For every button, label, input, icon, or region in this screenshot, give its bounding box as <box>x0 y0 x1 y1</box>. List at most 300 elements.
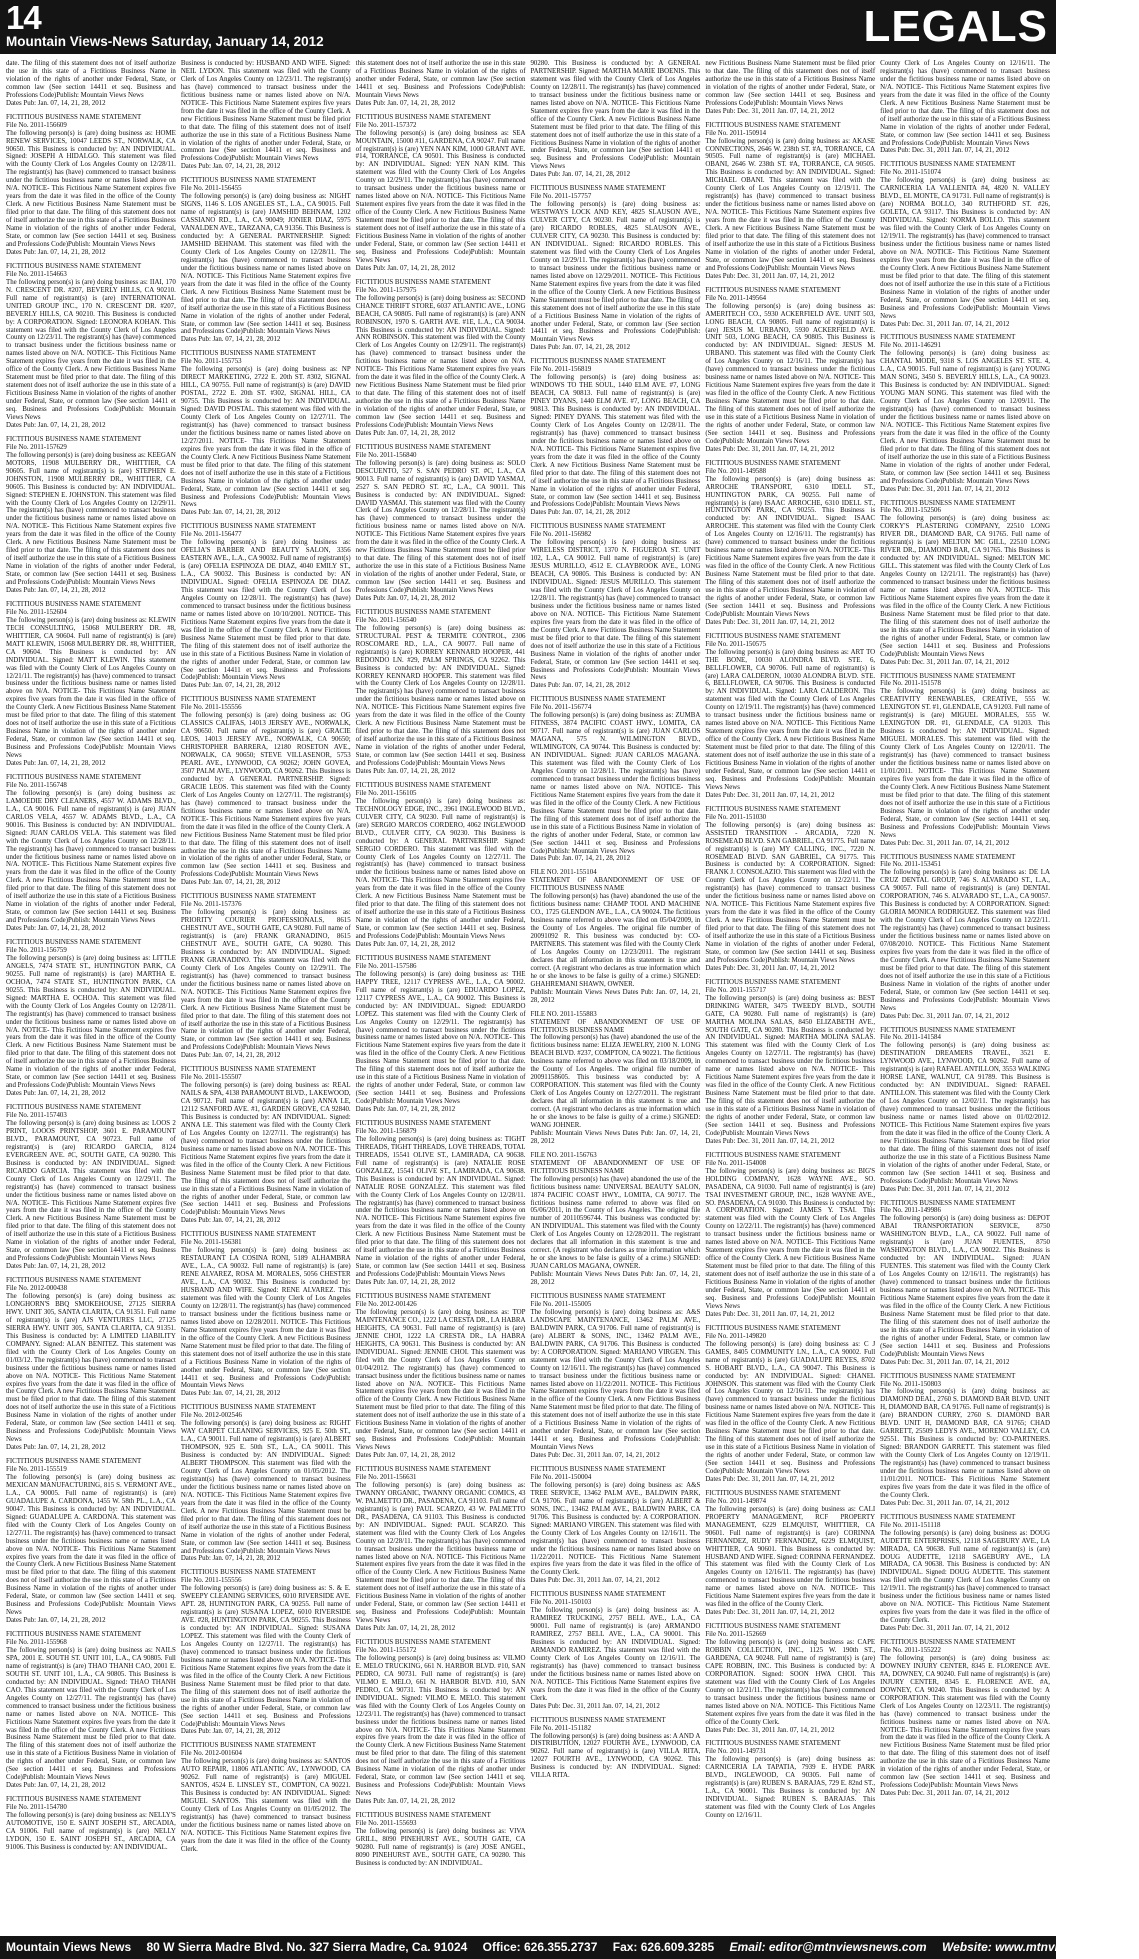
notice-text: The following person(s) is (are) doing business as: VILMO E. MELO TRUCKING, 661 N. HARBOR BLVD. #10, SAN PEDRO, CA 90731. Full name of registrant(s) is (are) VILMO E. MELO, 661 N. HARBOR BLVD. #10, SAN PEDRO, CA 90731. This Business is conducted by: AN INDIVIDUAL. Signed: VILMO E. MELO. This statement was filed with the County Clerk of Los Angeles County on 12/23/11. The registrant(s) has (have) commenced to transact business under the fictitious business name or names listed above on N/A. NOTICE- This Fictitious Name Statement expires five years from the date it was filed in the office of the County Clerk. A new Fictitious Business Name Statement must be filed prior to that date. The filing of this statement does not of itself authorize the use in this state of a Fictitious Business Name in violation of the rights of another under Federal, State, or common law (See section 14411 et seq. Business and Professions Code)Publish: Mountain Views News <box>355 1654 526 1798</box>
notice-fileno: File No. 2011-149874 <box>705 1497 767 1505</box>
legal-notice <box>356 444 526 603</box>
notice-text: The following person(s) is (are) doing business as: CAPE ROBBIN COLLECTION, INC., 1125 W. 190th ST., GARDENA, CA 90248. Full name of registrant(s) is (are) CAPE ROBBIN, INC. This Business is conducted by: A CORPORATION. Signed: SOON HWA CHOI. This statement was filed with the County Clerk of Los Angeles County on 12/21/11. The registrant(s) has (have) commenced to transact business under the fictitious business name or names listed above on N/A. NOTICE- This Fictitious Name Statement expires five years from the date it was filed in the office of the County Clerk. <box>705 1639 876 1726</box>
notice-fileno: File No. 2011-154663 <box>6 270 67 278</box>
notice-dates: Dates Pub: Jan. 07, 14, 21, 28, 2012 <box>530 171 631 179</box>
notice-title: FICTITIOUS BUSINESS NAME STATEMENT <box>705 1151 841 1159</box>
notice-fileno: File No. 2011-156609 <box>6 121 67 129</box>
footer-fax: Fax: 626.609.3285 <box>612 1940 715 1954</box>
notice-text: date. The filing of this statement does not of itself authorize the use in this state of a Fictitious Business Name in violation of the rights of another under Federal, State, or common law (See section 14411 et seq. Business and Professions Code)Publish: Mountain Views News <box>6 60 176 99</box>
notice-dates: Dates Pub: Dec. 31, 2011 Jan. 07, 14, 21, 2012 <box>705 964 835 972</box>
notice-text: The following person(s) is (are) doing business as: DEPOT ABAI TRANSPORTATION SERVICE, 8750 WASHINGTON BLVD., L.A., CA 90022. Full name of registrant(s) is (are) JUAN FUENTES, 8750 WASHINGTON BLVD., L.A., CA 90022. This Business is conducted by: AN INDIVIDUAL. Signed: JUAN FUENTES. This statement was filed with the County Clerk of Los Angeles County on 12/16/11. The registrant(s) has (have) commenced to transact business under the fictitious business name or names listed above on N/A. NOTICE- This Fictitious Name Statement expires five years from the date it was filed in the office of the County Clerk. A new Fictitious Business Name Statement must be filed prior to that date. The filing of this statement does not of itself authorize the use in this state of a Fictitious Business Name in violation of the rights of another under Federal, State, or common law (See section 14411 et seq. Business and Professions Code)Publish: Mountain Views News <box>880 1215 1050 1358</box>
notice-dates: Dates Pub: Jan. 07, 14, 21, 28, 2012 <box>355 1106 456 1114</box>
legal-notice <box>530 523 700 690</box>
notice-fileno: File No. 2012-002546 <box>180 1412 242 1420</box>
legal-notice <box>181 350 351 517</box>
legal-notice <box>6 1458 176 1625</box>
notice-title: FICTITIOUS BUSINESS NAME STATEMENT <box>705 1623 841 1631</box>
notice-fileno: File No. 2011-155753 <box>180 358 242 366</box>
notice-title: FICTITIOUS BUSINESS NAME STATEMENT <box>6 435 142 443</box>
notice-title: FICTITIOUS BUSINESS NAME STATEMENT <box>880 161 1016 169</box>
notice-dates: Dates Pub: Jan. 07, 14, 21, 28, 2012 <box>180 163 281 171</box>
legal-notice <box>880 1373 1050 1508</box>
legal-notice <box>6 1104 176 1271</box>
notice-text: The following person(s) is (are) doing business as: DIAMOND DEAL, 2760 S. DIAMOND BAR BLVD. UNIT H, DIAMOND BAR, CA 91765. Full name of registrant(s) is (are) BRANDON CURRY, 2760 S. DIAMOND BAR BLVD. UNIT H, DIAMOND BAR, CA 91765; CHAD GARRETT, 25509 LEDYS AVE., MORENO VALLEY, CA 92551. This Business is conducted by: CO-PARTNERS. Signed: BRANDON GARRETT. This statement was filed with the County Clerk of Los Angeles County on 12/19/11. The registrant(s) has (have) commenced to transact business under the fictitious business name or names listed above on 11/01/2011. NOTICE- This Fictitious Name Statement expires five years from the date it was filed in the office of the County Clerk. <box>880 1388 1050 1499</box>
notice-title: FICTITIOUS BUSINESS NAME STATEMENT <box>705 1324 841 1332</box>
footer-address: 80 W Sierra Madre Blvd. No. 327 Sierra Madre, Ca. 91024 <box>146 1940 468 1954</box>
notice-title: FICTITIOUS BUSINESS NAME STATEMENT <box>355 278 491 286</box>
notice-fileno: File No. 2011-151182 <box>530 1724 592 1732</box>
notice-dates: Dates Pub: Dec. 31, 2011 Jan. 07, 14, 21, 2012 <box>880 485 1010 493</box>
notice-dates: Dates Pub: Jan. 07, 14, 21, 28, 2012 <box>180 336 281 344</box>
notice-dates: Dates Pub: Jan. 07, 14, 21, 28, 2012 <box>180 1728 281 1736</box>
notice-dates: Dates Pub: Dec. 31, 2011 Jan. 07, 14, 21, 2012 <box>880 1185 1010 1193</box>
notice-dates: Publish: Mountain Views News Dates Pub: Jan. 07, 14, 21, 28, 2012 <box>530 1271 701 1287</box>
notice-fileno: File No. 2011-155507 <box>180 1074 242 1082</box>
notice-text: The following person(s) is (are) doing business as: CORKY'S PLASTERING COMPANY, 22510 LONG RIVER DR., DIAMOND BAR, CA 91765. Full name of registrant(s) is (are) MELTON MC GILL, 22510 LONG RIVER DR., DIAMOND BAR, CA 91765. This Business is conducted by: AN INDIVIDUAL. Signed: MELTON MC GILL. This statement was filed with the County Clerk of Los Angeles County on 12/21/11. The registrant(s) has (have) commenced to transact business under the fictitious business name or names listed above on N/A. NOTICE- This Fictitious Name Statement expires five years from the date it was filed in the office of the County Clerk. A new Fictitious Business Name Statement must be filed prior to that date. The filing of this statement does not of itself authorize the use in this state of a Fictitious Business Name in violation of the rights of another under Federal, State, or common law (See section 14411 et seq. Business and Professions Code)Publish: Mountain Views News <box>880 515 1050 658</box>
notice-fileno: File No. 2011-155556 <box>180 704 242 712</box>
notice-title: FICTITIOUS BUSINESS NAME STATEMENT <box>355 1639 491 1647</box>
legal-column-3 <box>356 60 526 1932</box>
notice-dates: Dates Pub: Dec. 31, 2011 Jan. 07, 14, 21, 2012 <box>705 1609 835 1617</box>
legal-notice <box>705 806 875 973</box>
notice-text: The following person(s) is (are) doing business as: C J GAMES, 8405 COMMUNITY LN., L.A., CA 90002. Full name of registrant(s) is (are) GUADALUPE REYES, 8702 S. HOBART BLVD., L.A., CA 90047. This Business is conducted by: AN INDIVIDUAL. Signed: CHANEL JOHNSON. This statement was filed with the County Clerk of Los Angeles County on 12/16/11. The registrant(s) has (have) commenced to transact business under the fictitious business name or names listed above on N/A. NOTICE- This Fictitious Name Statement expires five years from the date it was filed in the office of the County Clerk. A new Fictitious Business Name Statement must be filed prior to that date. The filing of this statement does not of itself authorize the use in this state of a Fictitious Business Name in violation of the rights of another under Federal, State, or common law (See section 14411 et seq. Business and Professions Code)Publish: Mountain Views News <box>705 1340 876 1475</box>
legal-notice <box>181 523 351 690</box>
notice-fileno: File No. 2011-156879 <box>355 1127 417 1135</box>
notice-dates: Dates Pub: Jan. 07, 14, 21, 28, 2012 <box>6 760 106 768</box>
legal-notice <box>6 1796 176 1852</box>
legal-notice <box>880 1514 1050 1633</box>
notice-title: FICTITIOUS BUSINESS NAME STATEMENT <box>6 1796 142 1804</box>
notice-title: FICTITIOUS BUSINESS NAME STATEMENT <box>530 523 666 531</box>
notice-fileno: File No. 2011-157629 <box>6 443 67 451</box>
notice-title: FICTITIOUS BUSINESS NAME STATEMENT <box>6 1277 142 1285</box>
notice-title: FICTITIOUS BUSINESS NAME STATEMENT <box>705 978 841 986</box>
notice-title: FICTITIOUS BUSINESS NAME STATEMENT <box>180 1569 316 1577</box>
notice-text: The following person(s) is (are) doing business as: WINDOWS TO THE SOUL, 1440 ELM AVE. #7, LONG BEACH, CA 90813. Full name of registrant(s) is (are) PINEY DYANS, 1440 ELM AVE. #7, LONG BEACH, CA 90813. This Business is conducted by: AN INDIVIDUAL. Signed: PINEY DYANS. This statement was filed with the County Clerk of Los Angeles County on 12/28/11. The registrant(s) has (have) commenced to transact business under the fictitious business name or names listed above on N/A. NOTICE- This Fictitious Name Statement expires five years from the date it was filed in the office of the County Clerk. A new Fictitious Business Name Statement must be filed prior to that date. The filing of this statement does not of itself authorize the use in this state of a Fictitious Business Name in violation of the rights of another under Federal, State, or common law (See section 14411 et seq. Business and Professions Code)Publish: Mountain Views News <box>530 374 701 509</box>
legal-notice <box>6 939 176 1098</box>
notice-title: FICTITIOUS BUSINESS NAME STATEMENT <box>355 1293 491 1301</box>
notice-fileno: File No. 2011-155556 <box>180 1577 242 1585</box>
legal-column-4 <box>530 60 700 1932</box>
notice-fileno: File No. 2011-149820 <box>705 1332 767 1340</box>
legal-notice <box>356 1812 526 1868</box>
notice-fileno: File No. 2011-146291 <box>880 342 941 350</box>
notice-title: FICTITIOUS BUSINESS NAME STATEMENT <box>705 1740 841 1748</box>
legal-notice <box>705 1490 875 1617</box>
notice-fileno: File No. 2011-149731 <box>705 1748 767 1756</box>
notice-title: FICTITIOUS BUSINESS NAME STATEMENT <box>180 1066 316 1074</box>
notice-dates: Dates Pub: Jan. 07, 14, 21, 28, 2012 <box>6 248 106 256</box>
notice-dates: Dates Pub: Jan. 07, 14, 21, 28, 2012 <box>6 99 106 107</box>
legal-notice <box>705 287 875 454</box>
footer-website: Website: www.mtnviewsnews.com <box>941 1940 1139 1954</box>
notice-title: FICTITIOUS BUSINESS NAME STATEMENT <box>355 781 491 789</box>
notice-fileno: File No. 2011-152506 <box>880 507 941 515</box>
notice-text: The following person(s) is (are) doing business as: LITTLE ANGELS, 7474 STATE ST., HUNTINGTON PARK, CA 90255. Full name of registrant(s) is (are) MARTHA E. OCHOA, 7474 STATE ST., HUNTINGTON PARK, CA 90255. This Business is conducted by: AN INDIVIDUAL. Signed: MARTHA E. OCHOA. This statement was filed with the County Clerk of Los Angeles County on 12/28/11. The registrant(s) has (have) commenced to transact business under the fictitious business name or names listed above on N/A. NOTICE- This Fictitious Name Statement expires five years from the date it was filed in the office of the County Clerk. A new Fictitious Business Name Statement must be filed prior to that date. The filing of this statement does not of itself authorize the use in this state of a Fictitious Business Name in violation of the rights of another under Federal, State, or common law (See section 14411 et seq. Business and Professions Code)Publish: Mountain Views News <box>6 954 176 1090</box>
notice-title: FICTITIOUS BUSINESS NAME STATEMENT <box>180 696 316 704</box>
notice-text: The following person(s) is (are) doing business as: KEEGAN MOTORS, 11908 MULBERRY DR., WHITTIER, CA 90605. Full name of registrant(s) is (are) STEPHEN E. JOHNSTON, 11908 MULBERRY DR., WHITTIER, CA 90605. This Business is conducted by: AN INDIVIDUAL. Signed: STEPHEN E. JOHNSTON. This statement was filed with the County Clerk of Los Angeles County on 12/29/11. The registrant(s) has (have) commenced to transact business under the fictitious business name or names listed above on N/A. NOTICE- This Fictitious Name Statement expires five years from the date it was filed in the office of the County Clerk. A new Fictitious Business Name Statement must be filed prior to that date. The filing of this statement does not of itself authorize the use in this state of a Fictitious Business Name in violation of the rights of another under Federal, State, or common law (See section 14411 et seq. Business and Professions Code)Publish: Mountain Views News <box>6 451 176 587</box>
notice-title: FICTITIOUS BUSINESS NAME STATEMENT <box>6 939 142 947</box>
notice-dates: Dates Pub: Dec. 31, 2011 Jan. 07, 14, 21, 2012 <box>880 839 1010 847</box>
notice-fileno: File No. 2011-152604 <box>6 608 67 616</box>
notice-text: The following person(s) is (are) doing business as: NELLY'S AUTOMOTIVE, 150 E. SAINT JOSEPH ST., ARCADIA, CA 91006. Full name of registrant(s) is (are) NELLY LYDON, 150 E. SAINT JOSEPH ST., ARCADIA, CA 91006. This Business is conducted by: AN INDIVIDUAL. <box>6 1812 176 1851</box>
notice-dates: Dates Pub: Jan. 07, 14, 21, 28, 2012 <box>6 1090 106 1098</box>
notice-fileno: File No. 2011-154008 <box>705 1159 767 1167</box>
notice-dates: Dates Pub: Jan. 07, 14, 21, 28, 2012 <box>355 1625 456 1633</box>
notice-fileno: File No. 2011-150914 <box>705 129 767 137</box>
legal-notice <box>181 696 351 887</box>
notice-text: The following person(s) is (are) doing business as: CALI PROPERTY MANAGEMENT, RCF PROPERTY MANAGEMENT, 6229 ELMQUIST, WHITTIER, CA 90601. Full name of registrant(s) is (are) CORINNA FERNANDEZ, RUDY FERNANDEZ, 6229 ELMQUIST, WHITTIER, CA 90601. This Business is conducted by: HUSBAND AND WIFE. Signed: CORINNA FERNANDEZ. This statement was filed with the County Clerk of Los Angeles County on 12/16/11. The registrant(s) has (have) commenced to transact business under the fictitious business name or names listed above on N/A. NOTICE- This Fictitious Name Statement expires five years from the date it was filed in the office of the County Clerk. <box>705 1505 876 1609</box>
notice-fileno: STATEMENT OF ABANDONMENT OF USE OF FICTITIOUS BUSINESS NAME <box>530 877 701 893</box>
notice-text: The following person(s) is (are) doing business as: CARNICERIA LA VALLENITA #4, 4820 N. VALLEY BLVD., EL MONTE, CA 91731. Full name of registrant(s) is (are) NORMA BOLLO, 340 RUTHFORD ST. #26, GOLETA, CA 93117. This Business is conducted by: AN INDIVIDUAL. Signed: NORMA BOLLO. This statement was filed with the County Clerk of Los Angeles County on 12/19/11. The registrant(s) has (have) commenced to transact business under the fictitious business name or names listed above on N/A. NOTICE- This Fictitious Name Statement expires five years from the date it was filed in the office of the County Clerk. A new Fictitious Business Name Statement must be filed prior to that date. The filing of this statement does not of itself authorize the use in this state of a Fictitious Business Name in violation of the rights of another under Federal, State, or common law (See section 14411 et seq. Business and Professions Code)Publish: Mountain Views News <box>880 177 1050 320</box>
notice-dates: Dates Pub: Jan. 07, 14, 21, 28, 2012 <box>355 1279 456 1287</box>
legal-notice <box>880 334 1050 493</box>
notice-text: The following person(s) is (are) doing business as: DE LA CRUZ DENTAL GROUP, 746 S. ALVARADO ST., L.A., CA 90057. Full name of registrant(s) is (are) DENTAL CORPORATION, 746 S. ALVARADO ST., L.A., CA 90057. This Business is conducted by: A CORPORATION. Signed: GLORIA MONICA RODRIGUEZ. This statement was filed with the County Clerk of Los Angeles County on 12/22/11. The registrant(s) has (have) commenced to transact business under the fictitious business name or names listed above on 07/08/2010. NOTICE- This Fictitious Name Statement expires five years from the date it was filed in the office of the County Clerk. A new Fictitious Business Name Statement must be filed prior to that date. The filing of this statement does not of itself authorize the use in this state of a Fictitious Business Name in violation of the rights of another under Federal, State, or common law (See section 14411 et seq. Business and Professions Code)Publish: Mountain Views News <box>880 869 1050 1012</box>
notice-fileno: File No. 2011-157586 <box>355 962 417 970</box>
notice-title: FICTITIOUS BUSINESS NAME STATEMENT <box>880 853 1016 861</box>
page-number: 14 <box>6 0 41 36</box>
notice-fileno: File No. 2011-156455 <box>180 185 242 193</box>
notice-text: The following person(s) is (are) doing business as: HOME RENEW SERVICES, 10047 LEEDS ST., NORWALK, CA 90650. This Business is conducted by: AN INDIVIDUAL. Signed: JOSEPH A HIDALGO. This statement was filed with the County Clerk of Los Angeles County on 12/28/11. The registrant(s) has (have) commenced to transact business under the fictitious business name or names listed above on N/A. NOTICE- This Fictitious Name Statement expires five years from the date it was filed in the office of the County Clerk. A new Fictitious Business Name Statement must be filed prior to that date. The filing of this statement does not of itself authorize the use in this state of a Fictitious Business Name in violation of the rights of another under Federal, State, or common law (See section 14411 et seq. Business and Professions Code)Publish: Mountain Views News <box>6 129 176 248</box>
legal-notice <box>6 1277 176 1452</box>
legal-notice <box>356 1639 526 1806</box>
notice-title: FICTITIOUS BUSINESS NAME STATEMENT <box>880 1639 1016 1647</box>
notice-text: The following person(s) is (are) doing business as: A AND A DISTRIBUTION, 12027 FOURTH AVE., LYNWOOD, CA 90262. Full name of registrant(s) is (are) VILLA RITA, 12027 FOURTH AVE., LYNWOOD, CA 90262. This Business is conducted by: AN INDIVIDUAL. Signed: VILLA RITA. <box>530 1732 701 1780</box>
legal-column-2 <box>181 60 351 1932</box>
notice-text: The following person(s) is (are) doing business as: MEXICAN MANUFACTURING, 815 S. VERMONT AVE., L.A., CA 90005. Full name of registrant(s) is (are) GUADALUPE A. CARDONA, 1455 W. 58th PL., L.A., CA 90047. This Business is conducted by: AN INDIVIDUAL. Signed: GUADALUPE A. CARDONA. This statement was filed with the County Clerk of Los Angeles County on 12/27/11. The registrant(s) has (have) commenced to transact business under the fictitious business name or names listed above on N/A. NOTICE- This Fictitious Name Statement expires five years from the date it was filed in the office of the County Clerk. A new Fictitious Business Name Statement must be filed prior to that date. The filing of this statement does not of itself authorize the use in this state of a Fictitious Business Name in violation of the rights of another under Federal, State, or common law (See section 14411 et seq. Business and Professions Code)Publish: Mountain Views News <box>6 1473 176 1617</box>
notice-text: The following person(s) has (have) abandoned the use of the fictitious business name: UNIVERSAL BEAUTY SALON, 1874 PACIFIC COAST HWY., LOMITA, CA 90717. The fictitious business name referred to above was filed on 05/06/2011, in the County of Los Angeles. The original file number of 20110596744. This business was conducted by: AN INDIVIDUAL. This statement was filed with the County Clerk of Los Angeles County on 12/28/2011. The registrant declares that all information in this statement is true and correct. (A registrant who declares as true information which he or she knows to be false is guilty of a crime.) SIGNED: JUAN CARLOS MAGANA, OWNER. <box>530 1175 701 1271</box>
notice-text: The following person(s) is (are) doing business as: NAILS SPA, 2001 E. SOUTH ST. UNIT 101, L.A., CA 90805. Full name of registrant(s) is (are) THAO THANH CAO, 2001 E. SOUTH ST. UNIT 101, L.A., CA 90805. This Business is conducted by: AN INDIVIDUAL. Signed: THAO THANH CAO. This statement was filed with the County Clerk of Los Angeles County on 12/27/11. The registrant(s) has (have) commenced to transact business under the fictitious business name or names listed above on N/A. NOTICE- This Fictitious Name Statement expires five years from the date it was filed in the office of the County Clerk. A new Fictitious Business Name Statement must be filed prior to that date. The filing of this statement does not of itself authorize the use in this state of a Fictitious Business Name in violation of the rights of another under Federal, State, or common law (See section 14411 et seq. Business and Professions Code)Publish: Mountain Views News <box>6 1647 176 1782</box>
notice-dates: Dates Pub: Dec. 31, 2011 Jan. 07, 14, 21, 2012 <box>705 1475 835 1483</box>
notice-fileno: File No. 2011-156982 <box>530 531 592 539</box>
notice-dates: Dates Pub: Dec. 31, 2011 Jan. 07, 14, 21, 2012 <box>880 1625 1010 1633</box>
notice-dates: Dates Pub: Jan. 07, 14, 21, 28, 2012 <box>355 429 456 437</box>
notice-dates: Dates Pub: Dec. 31, 2011 Jan. 07, 14, 21, 2012 <box>530 1577 660 1585</box>
legal-notice <box>6 1631 176 1790</box>
notice-dates: Dates Pub: Jan. 07, 14, 21, 28, 2012 <box>6 421 106 429</box>
notice-title: FICTITIOUS BUSINESS NAME STATEMENT <box>880 1513 1016 1521</box>
notice-fileno: File No. 2011-157372 <box>355 121 417 129</box>
notice-dates: Dates Pub: Dec. 31, 2011 Jan. 07, 14, 21, 2012 <box>705 618 835 626</box>
notice-title: FICTITIOUS BUSINESS NAME STATEMENT <box>705 286 841 294</box>
legal-notice <box>181 1742 351 1853</box>
legal-notice <box>705 1740 875 1820</box>
notice-title: FICTITIOUS BUSINESS NAME STATEMENT <box>6 773 142 781</box>
notice-fileno: File No. 2011-152669 <box>705 1631 767 1639</box>
notice-fileno: File No. 2011-150004 <box>530 1473 592 1481</box>
notice-fileno: File No. 2011-155968 <box>6 1639 67 1647</box>
notice-text: The following person(s) is (are) doing business as: A&S LANDSCAPE MAINTENANCE, 13462 PALM AVE., BALDWIN PARK, CA 91706. Full name of registrant(s) is (are) ALBERT & SONS, INC., 13462 PALM AVE., BALDWIN PARK, CA 91706. This Business is conducted by: A CORPORATION. Signed: MARIANO VIRGEN. This statement was filed with the County Clerk of Los Angeles County on 12/16/11. The registrant(s) has (have) commenced to transact business under the fictitious business name or names listed above on 11/22/2011. NOTICE- This Fictitious Name Statement expires five years from the date it was filed in the office of the County Clerk. A new Fictitious Business Name Statement must be filed prior to that date. The filing of this statement does not of itself authorize the use in this state of a Fictitious Business Name in violation of the rights of another under Federal, State, or common law (See section 14411 et seq. Business and Professions Code)Publish: Mountain Views News <box>530 1308 701 1452</box>
notice-fileno: File No. 2011-151074 <box>880 169 941 177</box>
notice-text: The following person(s) is (are) doing business as: WIRELESS DISTRICT, 1370 N. FIGUEROA ST. UNIT 102, L.A., CA 90012. Full name of registrant(s) is (are) JESUS MURILLO, 4512 E. CLAYBROOK AVE., LONG BEACH, CA 90805. This Business is conducted by: AN INDIVIDUAL. Signed: JESUS MURILLO. This statement was filed with the County Clerk of Los Angeles County on 12/28/11. The registrant(s) has (have) commenced to transact business under the fictitious business name or names listed above on N/A. NOTICE- This Fictitious Name Statement expires five years from the date it was filed in the office of the County Clerk. A new Fictitious Business Name Statement must be filed prior to that date. The filing of this statement does not of itself authorize the use in this state of a Fictitious Business Name in violation of the rights of another under Federal, State, or common law (See section 14411 et seq. Business and Professions Code)Publish: Mountain Views News <box>530 539 701 682</box>
legal-notice <box>181 60 351 171</box>
notice-dates: Dates Pub: Jan. 07, 14, 21, 28, 2012 <box>180 682 281 690</box>
legal-notice <box>705 60 875 116</box>
notice-dates: Dates Pub: Jan. 07, 14, 21, 28, 2012 <box>6 587 106 594</box>
notice-title: FICTITIOUS BUSINESS NAME STATEMENT <box>355 1466 491 1474</box>
notice-fileno: File No. 2011-156540 <box>355 616 417 624</box>
legal-notice <box>530 1466 700 1585</box>
notice-dates: Dates Pub: Jan. 07, 14, 21, 28, 2012 <box>180 1555 281 1563</box>
notice-title: FICTITIOUS BUSINESS NAME STATEMENT <box>180 1742 316 1750</box>
notice-dates: Dates Pub: Jan. 07, 14, 21, 28, 2012 <box>355 264 456 272</box>
notice-dates: Dates Pub: Dec. 31, 2011 Jan. 07, 14, 21, 2012 <box>705 1310 835 1318</box>
notice-fileno: File No. 2012-000438 <box>6 1285 68 1293</box>
notice-title: FICTITIOUS BUSINESS NAME STATEMENT <box>530 185 666 193</box>
notice-title: FICTITIOUS BUSINESS NAME STATEMENT <box>705 1489 841 1497</box>
legal-notice <box>6 601 176 768</box>
notice-dates: Dates Pub: Dec. 31, 2011 Jan. 07, 14, 21, 2012 <box>705 1137 835 1145</box>
notice-dates: Dates Pub: Jan. 07, 14, 21, 28, 2012 <box>180 879 281 887</box>
legal-notice <box>356 60 526 108</box>
notice-fileno: File No. 2011-155222 <box>880 1647 941 1654</box>
notice-dates: Dates Pub: Dec. 31, 2011 Jan. 07, 14, 21, 2012 <box>880 658 1010 666</box>
notice-dates: Dates Pub: Jan. 07, 14, 21, 28, 2012 <box>530 344 631 352</box>
notice-fileno: File No. 2011-153451 <box>880 861 941 869</box>
notice-text: The following person(s) is (are) doing business as: KLEWIN TECH CONSULTING, 15068 MULBERRY DR. #8, WHITTIER, CA 90604. Full name of registrant(s) is (are) MATT KLEWIN, 15068 MULBERRY DR. #8, WHITTIER, CA 90604. This Business is conducted by: AN INDIVIDUAL. Signed: MATT KLEWIN. This statement was filed with the County Clerk of Los Angeles County on 12/21/11. The registrant(s) has (have) commenced to transact business under the fictitious business name or names listed above on N/A. NOTICE- This Fictitious Name Statement expires five years from the date it was filed in the office of the County Clerk. A new Fictitious Business Name Statement must be filed prior to that date. The filing of this statement does not of itself authorize the use in this state of a Fictitious Business Name in violation of the rights of another under Federal, State, or common law (See section 14411 et seq. Business and Professions Code)Publish: Mountain Views News <box>6 616 176 760</box>
notice-text: The following person(s) is (are) doing business as: CARNICERIA LA TAPATIA, 7939 E. HYDE PARK BLVD., INGLEWOOD, CA 90305. Full name of registrant(s) is (are) RUBEN S. BARAJAS, 729 E. 82nd ST., L.A., CA 90001. This Business is conducted by: AN INDIVIDUAL. Signed: RUBEN S. BARAJAS. This statement was filed with the County Clerk of Los Angeles County on 12/16/11. <box>705 1756 876 1820</box>
notice-text: The following person(s) is (are) doing business as: CHANTAL MODE, 9318 S. LOS ANGELES ST. STE. 4, L.A., CA 90015. Full name of registrant(s) is (are) YOUNG MAN SONG, 3450 S. BEVERLY HILLS, L.A., CA 90023. This Business is conducted by: AN INDIVIDUAL. Signed: YOUNG MAN SONG. This statement was filed with the County Clerk of Los Angeles County on 12/09/11. The registrant(s) has (have) commenced to transact business under the fictitious business name or names listed above on N/A. NOTICE- This Fictitious Name Statement expires five years from the date it was filed in the office of the County Clerk. A new Fictitious Business Name Statement must be filed prior to that date. The filing of this statement does not of itself authorize the use in this state of a Fictitious Business Name in violation of the rights of another under Federal, State, or common law (See section 14411 et seq. Business and Professions Code)Publish: Mountain Views News <box>880 350 1050 485</box>
notice-dates: Dates Pub: Dec. 31, 2011 Jan. 07, 14, 21, 2012 <box>705 445 835 453</box>
notice-dates: Publish: Mountain Views News Dates Pub: Jan. 07, 14, 21, 28, 2012 <box>530 1129 701 1145</box>
notice-fileno: File No. 2011-155172 <box>355 1647 417 1654</box>
notice-text: Business is conducted by: HUSBAND AND WIFE. Signed: NEIL LYDON. This statement was filed with the County Clerk of Los Angeles County on 12/23/11. The registrant(s) has (have) commenced to transact business under the fictitious business name or names listed above on N/A. NOTICE- This Fictitious Name Statement expires five years from the date it was filed in the office of the County Clerk. A new Fictitious Business Name Statement must be filed prior to that date. The filing of this statement does not of itself authorize the use in this state of a Fictitious Business Name in violation of the rights of another under Federal, State, or common law (See section 14411 et seq. Business and Professions Code)Publish: Mountain Views News <box>180 60 351 163</box>
footer-publication: Mountain Views News <box>6 1940 132 1954</box>
section-title: LEGALS <box>863 2 1048 51</box>
notice-dates: Dates Pub: Dec. 31, 2011 Jan. 07, 14, 21, 2012 <box>880 1499 1010 1507</box>
notice-text: The following person(s) is (are) doing business as: A&S TREE SERVICE, 13462 PALM AVE., BALDWIN PARK, CA 91706. Full name of registrant(s) is (are) ALBERT & SONS, INC., 13462 PALM AVE., BALDWIN PARK, CA 91706. This Business is conducted by: A CORPORATION. Signed: MARIANO VIRGEN. This statement was filed with the County Clerk of Los Angeles County on 12/16/11. The registrant(s) has (have) commenced to transact business under the fictitious business name or names listed above on 11/22/2011. NOTICE- This Fictitious Name Statement expires five years from the date it was filed in the office of the County Clerk. <box>530 1481 701 1577</box>
notice-title: FILE NO. 2011-155104 <box>530 869 597 877</box>
legal-notice <box>181 1569 351 1736</box>
legal-notice <box>880 854 1050 1021</box>
notice-dates: Dates Pub: Dec. 31, 2011 Jan. 07, 14, 21, 2012 <box>880 320 1010 328</box>
notice-dates: Dates Pub: Dec. 31, 2011 Jan. 07, 14, 21, 2012 <box>880 1012 1010 1020</box>
notice-title: FICTITIOUS BUSINESS NAME STATEMENT <box>6 262 142 270</box>
notice-dates: Dates Pub: Jan. 07, 14, 21, 28, 2012 <box>355 99 456 107</box>
legal-notice <box>181 893 351 1060</box>
notice-text: The following person(s) is (are) doing business as: SECOND CHANCE THRIFT STORE, 6037 ATLANTIC AVE., LONG BEACH, CA 90805. Full name of registrant(s) is (are) ANN ROBINSON, 1970 S. GARTH AVE. #1E, L.A., CA 90034. This Business is conducted by: AN INDIVIDUAL. Signed: ANN ROBINSON. This statement was filed with the County Clerk of Los Angeles County on 12/29/11. The registrant(s) has (have) commenced to transact business under the fictitious business name or names listed above on N/A. NOTICE- This Fictitious Name Statement expires five years from the date it was filed in the office of the County Clerk. A new Fictitious Business Name Statement must be filed prior to that date. The filing of this statement does not of itself authorize the use in this state of a Fictitious Business Name in violation of the rights of another under Federal, State, or common law (See section 14411 et seq. Business and Professions Code)Publish: Mountain Views News <box>355 294 526 429</box>
notice-text: The following person(s) is (are) doing business as: STRUCTURAL PEST & TERMITE CONTROL, 2306 ROSCOMARE RD., L.A., CA 90077. Full name of registrant(s) is (are) KORREY KENNARD HOOPER, 441 REDONDO LN. #29, PALM SPRINGS, CA 92262. This Business is conducted by: AN INDIVIDUAL. Signed: KORREY KENNARD HOOPER. This statement was filed with the County Clerk of Los Angeles County on 12/28/11. The registrant(s) has (have) commenced to transact business under the fictitious business name or names listed above on N/A. NOTICE- This Fictitious Name Statement expires five years from the date it was filed in the office of the County Clerk. A new Fictitious Business Name Statement must be filed prior to that date. The filing of this statement does not of itself authorize the use in this state of a Fictitious Business Name in violation of the rights of another under Federal, State, or common law (See section 14411 et seq. Business and Professions Code)Publish: Mountain Views News <box>355 624 526 768</box>
notice-title: FICTITIOUS BUSINESS NAME STATEMENT <box>6 113 142 121</box>
notice-title: FICTITIOUS BUSINESS NAME STATEMENT <box>705 805 841 813</box>
legal-notice <box>530 1591 700 1710</box>
notice-text: The following person(s) is (are) doing business as: OFELIA'S BARBER AND BEAUTY SALON, 3356 EASTERN AVE., L.A., CA 90032. Full name of registrant(s) is (are) OFELIA ESPINOZA DE DIAZ, 4040 EMILY ST., L.A., CA 90032. This Business is conducted by: AN INDIVIDUAL. Signed: OFELIA ESPINOZA DE DIAZ. This statement was filed with the County Clerk of Los Angeles County on 12/28/11. The registrant(s) has (have) commenced to transact business under the fictitious business name or names listed above on 10/10/2001. NOTICE- This Fictitious Name Statement expires five years from the date it was filed in the office of the County Clerk. A new Fictitious Business Name Statement must be filed prior to that date. The filing of this statement does not of itself authorize the use in this state of a Fictitious Business Name in violation of the rights of another under Federal, State, or common law (See section 14411 et seq. Business and Professions Code)Publish: Mountain Views News <box>180 539 351 682</box>
legal-notice <box>181 1404 351 1563</box>
notice-dates: Dates Pub: Dec. 31, 2011 Jan. 07, 14, 21, 2012 <box>530 1702 660 1710</box>
notice-fileno: File No. 2011-150575 <box>705 640 767 648</box>
notice-title: FICTITIOUS BUSINESS NAME STATEMENT <box>6 1104 142 1112</box>
notice-title: FICTITIOUS BUSINESS NAME STATEMENT <box>6 1458 142 1466</box>
notice-dates: Dates Pub: Dec. 31, 2011 Jan. 07, 14, 21, 2012 <box>705 791 835 799</box>
notice-fileno: File No. 2011-141584 <box>880 1034 941 1042</box>
notice-text: The following person(s) is (are) doing business as: TIGHT THREADS, TIGHT THREADS, LOVE THREADS, TOTAL THREADS, 15541 OLIVE ST., LAMIRADA, CA 90638. Full name of registrant(s) is (are) NATALIE ROSE GONZALEZ, 15541 OLIVE ST., LAMIRADA, CA 90638. This Business is conducted by: AN INDIVIDUAL. Signed: NATALIE ROSE GONZALEZ. This statement was filed with the County Clerk of Los Angeles County on 12/28/11. The registrant(s) has (have) commenced to transact business under the fictitious business name or names listed above on N/A. NOTICE- This Fictitious Name Statement expires five years from the date it was filed in the office of the County Clerk. A new Fictitious Business Name Statement must be filed prior to that date. The filing of this statement does not of itself authorize the use in this state of a Fictitious Business Name in violation of the rights of another under Federal, State, or common law (See section 14411 et seq. Business and Professions Code)Publish: Mountain Views News <box>355 1135 526 1279</box>
notice-fileno: STATEMENT OF ABANDONMENT OF USE OF FICTITIOUS BUSINESS NAME <box>530 1159 701 1175</box>
notice-text: The following person(s) is (are) doing business as: PRIORITY COURIER PROFESSIONALS, 8615 CHESTNUT AVE., SOUTH GATE, CA 90280. Full name of registrant(s) is (are) FRANK GRANADINO, 8615 CHESTNUT AVE., SOUTH GATE, CA 90280. This Business is conducted by: AN INDIVIDUAL. Signed: FRANK GRANADINO. This statement was filed with the County Clerk of Los Angeles County on 12/29/11. The registrant(s) has (have) commenced to transact business under the fictitious business name or names listed above on N/A. NOTICE- This Fictitious Name Statement expires five years from the date it was filed in the office of the County Clerk. A new Fictitious Business Name Statement must be filed prior to that date. The filing of this statement does not of itself authorize the use in this state of a Fictitious Business Name in violation of the rights of another under Federal, State, or common law (See section 14411 et seq. Business and Professions Code)Publish: Mountain Views News <box>180 909 351 1052</box>
legal-notice <box>880 673 1050 848</box>
legal-notice <box>181 177 351 344</box>
notice-text: The following person(s) is (are) doing business as: ART TO THE BONE, 10030 ALONDRA BLVD. STE. 6, BELLFLOWER, CA 90706. Full name of registrant(s) is (are) LARA CALDERON, 10030 ALONDRA BLVD. STE. 6, BELLFLOWER, CA 90706. This Business is conducted by: AN INDIVIDUAL. Signed: LARA CALDERON. This statement was filed with the County Clerk of Los Angeles County on 12/19/11. The registrant(s) has (have) commenced to transact business under the fictitious business name or names listed above on N/A. NOTICE- This Fictitious Name Statement expires five years from the date it was filed in the office of the County Clerk. A new Fictitious Business Name Statement must be filed prior to that date. The filing of this statement does not of itself authorize the use in this state of a Fictitious Business Name in violation of the rights of another under Federal, State, or common law (See section 14411 et seq. Business and Professions Code)Publish: Mountain Views News <box>705 648 876 791</box>
notice-dates: Dates Pub: Jan. 07, 14, 21, 28, 2012 <box>355 767 456 775</box>
notice-dates: Dates Pub: Dec. 31, 2011 Jan. 07, 14, 21, 2012 <box>705 107 835 115</box>
notice-title: FICTITIOUS BUSINESS NAME STATEMENT <box>880 1372 1016 1380</box>
notice-title: FICTITIOUS BUSINESS NAME STATEMENT <box>355 608 491 616</box>
notice-text: The following person(s) is (are) doing business as: ARROCHE TRANSPORT, 6310 IDELL ST., HUNTINGTON PARK, CA 90255. Full name of registrant(s) is (are) ISAAC ARROCHE, 6310 IDELL ST., HUNTINGTON PARK, CA 90255. This Business is conducted by: AN INDIVIDUAL. Signed: ISAAC ARROCHE. This statement was filed with the County Clerk of Los Angeles County on 12/16/11. The registrant(s) has (have) commenced to transact business under the fictitious business name or names listed above on N/A. NOTICE- This Fictitious Name Statement expires five years from the date it was filed in the office of the County Clerk. A new Fictitious Business Name Statement must be filed prior to that date. The filing of this statement does not of itself authorize the use in this state of a Fictitious Business Name in violation of the rights of another under Federal, State, or common law (See section 14411 et seq. Business and Professions Code)Publish: Mountain Views News <box>705 475 876 618</box>
legal-notice <box>530 358 700 517</box>
notice-fileno: File No. 2011-156748 <box>6 781 67 789</box>
notice-fileno: File No. 2011-151118 <box>880 1521 941 1529</box>
legal-column-5 <box>705 60 875 1932</box>
notice-title: FICTITIOUS BUSINESS NAME STATEMENT <box>705 121 841 129</box>
notice-dates: Dates Pub: Dec. 31, 2011 Jan. 07, 14, 21, 2012 <box>880 1790 1010 1798</box>
notice-dates: Dates Pub: Jan. 07, 14, 21, 28, 2012 <box>180 1390 281 1398</box>
notice-text: The following person(s) is (are) doing business as: LONGHORN'S BBQ SMOKEHOUSE, 27125 SIERRA HWY. UNIT 305, SANTA CLARITA, CA 91351. Full name of registrant(s) is (are) AJS VENTURES LLC, 27125 SIERRA HWY. UNIT 305, SANTA CLARITA, CA 91351. This Business is conducted by: A LIMITED LIABILITY COMPANY. Signed: ALAN BENITEZ. This statement was filed with the County Clerk of Los Angeles County on 01/03/12. The registrant(s) has (have) commenced to transact business under the fictitious business name or names listed above on N/A. NOTICE- This Fictitious Name Statement expires five years from the date it was filed in the office of the County Clerk. A new Fictitious Business Name Statement must be filed prior to that date. The filing of this statement does not of itself authorize the use in this state of a Fictitious Business Name in violation of the rights of another under Federal, State, or common law (See section 14411 et seq. Business and Professions Code)Publish: Mountain Views News <box>6 1293 176 1444</box>
notice-title: FICTITIOUS BUSINESS NAME STATEMENT <box>880 499 1016 507</box>
notice-dates: Dates Pub: Jan. 07, 14, 21, 28, 2012 <box>6 1782 106 1790</box>
notice-text: The following person(s) is (are) doing business as: TOP MAINTENANCE CO., 1222 LA CRESTA DR., LA HABRA HEIGHTS, CA 90631. Full name of registrant(s) is (are) JENNIE CHOI, 1222 LA CRESTA DR., LA HABRA HEIGHTS, CA 90631. This Business is conducted by: AN INDIVIDUAL. Signed: JENNIE CHOI. This statement was filed with the County Clerk of Los Angeles County on 01/04/2012. The registrant(s) has (have) commenced to transact business under the fictitious business name or names listed above on N/A. NOTICE- This Fictitious Name Statement expires five years from the date it was filed in the office of the County Clerk. A new Fictitious Business Name Statement must be filed prior to that date. The filing of this statement does not of itself authorize the use in this state of a Fictitious Business Name in violation of the rights of another under Federal, State, or common law (See section 14411 et seq. Business and Professions Code)Publish: Mountain Views News <box>355 1308 526 1452</box>
notice-text: The following person(s) is (are) doing business as: BIG'S HOLDING COMPANY, 1628 WAYNE AVE., SO. PASADENA, CA 91030. Full name of registrant(s) is (are) TSAI INVESTMENT GROUP, INC., 1628 WAYNE AVE., SO. PASADENA, CA 91030. This Business is conducted by: A CORPORATION. Signed: JAMES Y. TSAI. This statement was filed with the County Clerk of Los Angeles County on 12/22/11. The registrant(s) has (have) commenced to transact business under the fictitious business name or names listed above on N/A. NOTICE- This Fictitious Name Statement expires five years from the date it was filed in the office of the County Clerk. A new Fictitious Business Name Statement must be filed prior to that date. The filing of this statement does not of itself authorize the use in this state of a Fictitious Business Name in violation of the rights of another under Federal, State, or common law (See section 14411 et seq. Business and Professions Code)Publish: Mountain Views News <box>705 1167 876 1310</box>
notice-title: FICTITIOUS BUSINESS NAME STATEMENT <box>530 1591 666 1599</box>
legal-notice <box>356 279 526 438</box>
legal-notice <box>356 609 526 776</box>
notice-title: FICTITIOUS BUSINESS NAME STATEMENT <box>180 1231 316 1239</box>
legal-notice <box>181 1066 351 1225</box>
notice-text: The following person(s) is (are) doing business as: NIGHT SIGNS, 1146 S. LOS ANGELES ST., L.A., CA 90015. Full name of registrant(s) is (are) JAMSHID BEHNAM, 1202 CASSIANO RD., L.A., CA 90049; JONIER DIAZ, 5975 VANALDEN AVE., TARZANA, CA 91356. This Business is conducted by: A GENERAL PARTNERSHIP. Signed: JAMSHID BEHNAM. This statement was filed with the County Clerk of Los Angeles County on 12/28/11. The registrant(s) has (have) commenced to transact business under the fictitious business name or names listed above on N/A. NOTICE- This Fictitious Name Statement expires five years from the date it was filed in the office of the County Clerk. A new Fictitious Business Name Statement must be filed prior to that date. The filing of this statement does not of itself authorize the use in this state of a Fictitious Business Name in violation of the rights of another under Federal, State, or common law (See section 14411 et seq. Business and Professions Code)Publish: Mountain Views News <box>180 193 351 336</box>
notice-text: The following person(s) is (are) doing business as: OG CLASSICS CALIFAS, 14013 JERSEY AVE., NORWALK, CA 90650. Full name of registrant(s) is (are) GRACIE LEOS, 14013 JERSEY AVE., NORWALK, CA 90650; CHRISTOPHER BARRERA, 12180 ROSETON AVE., NORWALK, CA 90650; STEVE VILLASENOR, 5753 PEARL AVE., LYNWOOD, CA 90262; JOHN GOVEA, 3507 PALM AVE., LYNWOOD, CA 90262. This Business is conducted by: A GENERAL PARTNERSHIP. Signed: GRACIE LEOS. This statement was filed with the County Clerk of Los Angeles County on 12/27/11. The registrant(s) has (have) commenced to transact business under the fictitious business name or names listed above on N/A. NOTICE- This Fictitious Name Statement expires five years from the date it was filed in the office of the County Clerk. A new Fictitious Business Name Statement must be filed prior to that date. The filing of this statement does not of itself authorize the use in this state of a Fictitious Business Name in violation of the rights of another under Federal, State, or common law (See section 14411 et seq. Business and Professions Code)Publish: Mountain Views News <box>180 712 351 879</box>
notice-text: The following person(s) is (are) doing business as: THE HAPPY TREE, 12117 CYPRESS AVE., L.A., CA 90002. Full name of registrant(s) is (are) EDUARDO LOPEZ, 12117 CYPRESS AVE., L.A., CA 90002. This Business is conducted by: AN INDIVIDUAL. Signed: EDUARDO LOPEZ. This statement was filed with the County Clerk of Los Angeles County on 12/29/11. The registrant(s) has (have) commenced to transact business under the fictitious business name or names listed above on N/A. NOTICE- This Fictitious Name Statement expires five years from the date it was filed in the office of the County Clerk. A new Fictitious Business Name Statement must be filed prior to that date. The filing of this statement does not of itself authorize the use in this state of a Fictitious Business Name in violation of the rights of another under Federal, State, or common law (See section 14411 et seq. Business and Professions Code)Publish: Mountain Views News <box>355 970 526 1106</box>
notice-dates: Dates Pub: Jan. 07, 14, 21, 28, 2012 <box>355 1452 456 1460</box>
notice-text: The following person(s) is (are) doing business as: ASSISTED TRANSITION - ARCADIA, 7220 N. ROSEMEAD BLVD. SAN GABRIEL, CA 91775. Full name of registrant(s) is (are) MY CALLING, INC., 7220 N. ROSEMEAD BLVD. SAN GABRIEL, CA 91775. This Business is conducted by: A CORPORATION. Signed: FRANK J. CONSOLAZIO. This statement was filed with the County Clerk of Los Angeles County on 12/22/11. The registrant(s) has (have) commenced to transact business under the fictitious business name or names listed above on N/A. NOTICE- This Fictitious Name Statement expires five years from the date it was filed in the office of the County Clerk. A new Fictitious Business Name Statement must be filed prior to that date. The filing of this statement does not of itself authorize the use in this state of a Fictitious Business Name in violation of the rights of another under Federal, State, or common law (See section 14411 et seq. Business and Professions Code)Publish: Mountain Views News <box>705 821 876 964</box>
notice-text: The following person(s) is (are) doing business as: IIAI, 170 N. CRESCENT DR. #207, BEVERLY HILLS, CA 90210. Full name of registrant(s) is (are) INTERNATIONAL UNITED GROUP INC., 170 N. CRESCENT DR. #207, BEVERLY HILLS, CA 90210. This Business is conducted by: A CORPORATION. Signed: LEONORA KOHAN. This statement was filed with the County Clerk of Los Angeles County on 12/23/11. The registrant(s) has (have) commenced to transact business under the fictitious business name or names listed above on N/A. NOTICE- This Fictitious Name Statement expires five years from the date it was filed in the office of the County Clerk. A new Fictitious Business Name Statement must be filed prior to that date. The filing of this statement does not of itself authorize the use in this state of a Fictitious Business Name in violation of the rights of another under Federal, State, or common law (See section 14411 et seq. Business and Professions Code)Publish: Mountain Views News <box>6 278 176 421</box>
legal-notice <box>530 1717 700 1781</box>
notice-dates: Dates Pub: Dec. 31, 2011 Jan. 07, 14, 21, 2012 <box>705 1726 835 1734</box>
notice-title: FICTITIOUS BUSINESS NAME STATEMENT <box>705 632 841 640</box>
notice-title: FICTITIOUS BUSINESS NAME STATEMENT <box>180 350 316 358</box>
notice-text: The following person(s) is (are) doing business as: REAL NAILS & SPA, 4138 PARAMOUNT BLVD., LAKEWOOD, CA 90712. Full name of registrant(s) is (are) ANNA LE, 12112 SANFORD AVE. #1, GARDEN GROVE, CA 92840. This Business is conducted by: AN INDIVIDUAL. Signed: ANNA LE. This statement was filed with the County Clerk of Los Angeles County on 12/27/11. The registrant(s) has (have) commenced to transact business under the fictitious business name or names listed above on N/A. NOTICE- This Fictitious Name Statement expires five years from the date it was filed in the office of the County Clerk. A new Fictitious Business Name Statement must be filed prior to that date. The filing of this statement does not of itself authorize the use in this state of a Fictitious Business Name in violation of the rights of another under Federal, State, or common law (See section 14411 et seq. Business and Professions Code)Publish: Mountain Views News <box>180 1082 351 1217</box>
notice-text: The following person(s) is (are) doing business as: RIGHT WAY CARPET CLEANING SERVICES, 925 E. 50th ST., L.A., CA 90011. Full name of registrant(s) is (are) ALBERT THOMPSON, 925 E. 50th ST., L.A., CA 90011. This Business is conducted by: AN INDIVIDUAL. Signed: ALBERT THOMPSON. This statement was filed with the County Clerk of Los Angeles County on 01/05/2012. The registrant(s) has (have) commenced to transact business under the fictitious business name or names listed above on N/A. NOTICE- This Fictitious Name Statement expires five years from the date it was filed in the office of the County Clerk. A new Fictitious Business Name Statement must be filed prior to that date. The filing of this statement does not of itself authorize the use in this state of a Fictitious Business Name in violation of the rights of another under Federal, State, or common law (See section 14411 et seq. Business and Professions Code)Publish: Mountain Views News <box>180 1420 351 1555</box>
notice-text: The following person(s) has (have) abandoned the use of the fictitious business name: CHAMP TOOL AND MACHINE CO., 1725 GLENDON AVE., L.A., CA 90024. The fictitious business name referred to above was filed on 05/04/2009, in the County of Los Angeles. The original file number of 20091092 R. This business was conducted by: CO-PARTNERS. This statement was filed with the County Clerk of Los Angeles County on 12/23/2011. The registrant declares that all information in this statement is true and correct. (A registrant who declares as true information which he or she knows to be false is guilty of a crime.) SIGNED: GHAHREMANI SHAWN, OWNER. <box>530 893 701 988</box>
notice-text: The following person(s) is (are) doing business as: SANTOS AUTO REPAIR, 11806 ATLANTIC AV., LYNWOOD, CA 90262. Full name of registrant(s) is (are) MIGUEL SANTOS, 4524 E. LINSLEY ST., COMPTON, CA 90221. This Business is conducted by: AN INDIVIDUAL. Signed: MIGUEL SANTOS. This statement was filed with the County Clerk of Los Angeles County on 01/05/2012. The registrant(s) has (have) commenced to transact business under the fictitious business name or names listed above on N/A. NOTICE- This Fictitious Name Statement expires five years from the date it was filed in the office of the County Clerk. <box>180 1758 351 1853</box>
notice-fileno: File No. 2011-150803 <box>880 1380 941 1388</box>
notice-title: FICTITIOUS BUSINESS NAME STATEMENT <box>530 1716 666 1724</box>
legal-notice <box>530 185 700 352</box>
notice-title: FICTITIOUS BUSINESS NAME STATEMENT <box>355 1120 491 1127</box>
notice-title: FICTITIOUS BUSINESS NAME STATEMENT <box>880 334 1016 342</box>
notice-title: FICTITIOUS BUSINESS NAME STATEMENT <box>530 696 666 704</box>
notice-fileno: File No. 2012-001426 <box>355 1300 417 1308</box>
notice-dates: Dates Pub: Jan. 07, 14, 21, 28, 2012 <box>530 855 631 863</box>
legal-notice <box>530 869 700 1004</box>
legal-notice <box>181 1231 351 1398</box>
footer-office-phone: Office: 626.355.2737 <box>482 1940 598 1954</box>
notice-fileno: File No. 2011-155005 <box>530 1300 592 1308</box>
notice-text: The following person(s) is (are) doing business as: RESTAURANT LA COSINA RONI, 5189 ALHAMBRA AVE., L.A., CA 90032. Full name of registrant(s) is (are) RENE ALVAREZ, ROSA M. MORALES, 5056 CHESTER AVE., L.A., CA 90032. This Business is conducted by: HUSBAND AND WIFE. Signed: RENE ALVAREZ. This statement was filed with the County Clerk of Los Angeles County on 12/28/11. The registrant(s) has (have) commenced to transact business under the fictitious business name or names listed above on 12/28/2011. NOTICE- This Fictitious Name Statement expires five years from the date it was filed in the office of the County Clerk. A new Fictitious Business Name Statement must be filed prior to that date. The filing of this statement does not of itself authorize the use in this state of a Fictitious Business Name in violation of the rights of another under Federal, State, or common law (See section 14411 et seq. Business and Professions Code)Publish: Mountain Views News <box>180 1247 351 1390</box>
notice-title: FICTITIOUS BUSINESS NAME STATEMENT <box>880 672 1016 680</box>
notice-fileno: File No. 2011-149986 <box>880 1207 941 1215</box>
legal-notice <box>530 696 700 863</box>
notice-fileno: File No. 2011-156774 <box>530 704 592 712</box>
legal-notice <box>356 114 526 273</box>
notice-fileno: File No. 2011-154780 <box>6 1804 67 1812</box>
legal-notice <box>530 60 700 179</box>
legal-notice <box>6 774 176 933</box>
notice-dates: Dates Pub: Jan. 07, 14, 21, 28, 2012 <box>6 1263 106 1271</box>
legal-notice <box>705 1325 875 1484</box>
notice-title: FICTITIOUS BUSINESS NAME STATEMENT <box>180 893 316 901</box>
notice-text: The following person(s) is (are) doing business as: LOOS 2 PRINT, LOOOS PRINTSHOP, 3601 E. PARAMOUNT BLVD., PARAMOUNT, CA 90723. Full name of registrant(s) is (are) RICARDO GARCIA, 8124 EVERGREEN AVE. #C, SOUTH GATE, CA 90280. This Business is conducted by: AN INDIVIDUAL. Signed: RICARDO GARCIA. This statement was filed with the County Clerk of Los Angeles County on 12/29/11. The registrant(s) has (have) commenced to transact business under the fictitious business name or names listed above on N/A. NOTICE- This Fictitious Name Statement expires five years from the date it was filed in the office of the County Clerk. A new Fictitious Business Name Statement must be filed prior to that date. The filing of this statement does not of itself authorize the use in this state of a Fictitious Business Name in violation of the rights of another under Federal, State, or common law (See section 14411 et seq. Business and Professions Code)Publish: Mountain Views News <box>6 1120 176 1263</box>
notice-fileno: File No. 2011-155519 <box>6 1466 67 1474</box>
page-footer <box>0 1936 1139 1959</box>
legal-notice <box>705 460 875 627</box>
notice-dates: Dates Pub: Dec. 31, 2011 Jan. 07, 14, 21, 2012 <box>880 147 1010 155</box>
masthead: Mountain Views-News Saturday, January 14, 2012 <box>6 34 324 49</box>
notice-fileno: File No. 2011-156381 <box>180 1239 242 1247</box>
notice-dates: Dates Pub: Dec. 31, 2011 Jan. 07, 14, 21, 2012 <box>880 1358 1010 1366</box>
notice-text: The following person(s) is (are) doing business as: ZUMBA FITNESS, 3874 PACIFIC COAST HWY., LOMITA, CA 90717. Full name of registrant(s) is (are) JUAN CARLOS MAGANA, 575 N. WILMINGTON BLVD., WILMINGTON, CA 90744. This Business is conducted by: AN INDIVIDUAL. Signed: JUAN CARLOS MAGANA. This statement was filed with the County Clerk of Los Angeles County on 12/28/11. The registrant(s) has (have) commenced to transact business under the fictitious business name or names listed above on N/A. NOTICE- This Fictitious Name Statement expires five years from the date it was filed in the office of the County Clerk. A new Fictitious Business Name Statement must be filed prior to that date. The filing of this statement does not of itself authorize the use in this state of a Fictitious Business Name in violation of the rights of another under Federal, State, or common law (See section 14411 et seq. Business and Professions Code)Publish: Mountain Views News <box>530 712 701 855</box>
legal-notice <box>6 436 176 595</box>
footer-email: Email: editor@mtnviewsnews.com <box>729 1940 927 1954</box>
legal-notice <box>880 500 1050 667</box>
notice-fileno: File No. 2011-156105 <box>355 789 417 797</box>
notice-dates: Dates Pub: Jan. 07, 14, 21, 28, 2012 <box>6 1444 106 1452</box>
notice-dates: Publish: Mountain Views News Dates Pub: Jan. 07, 14, 21, 28, 2012 <box>530 988 701 1004</box>
legal-notice <box>6 263 176 430</box>
notice-title: FICTITIOUS BUSINESS NAME STATEMENT <box>530 1466 666 1474</box>
legal-notice <box>880 161 1050 328</box>
legal-notice <box>880 1200 1050 1367</box>
notice-title: FICTITIOUS BUSINESS NAME STATEMENT <box>355 1812 491 1820</box>
notice-text: The following person(s) is (are) doing business as: SEA MOUNTAIN, 15000 #11, GARDENA, CA 90247. Full name of registrant(s) is (are) YEN NAN KIM, 1000 GRANT AVE. #14, TORRANCE, CA 90501. This Business is conducted by: AN INDIVIDUAL. Signed: YEN NAN KIM. This statement was filed with the County Clerk of Los Angeles County on 12/29/11. The registrant(s) has (have) commenced to transact business under the fictitious business name or names listed above on N/A. NOTICE- This Fictitious Name Statement expires five years from the date it was filed in the office of the County Clerk. A new Fictitious Business Name Statement must be filed prior to that date. The filing of this statement does not of itself authorize the use in this state of a Fictitious Business Name in violation of the rights of another under Federal, State, or common law (See section 14411 et seq. Business and Professions Code)Publish: Mountain Views News <box>355 129 526 264</box>
notice-fileno: File No. 2011-157757 <box>530 193 592 201</box>
notice-text: The following person(s) is (are) doing business as: DOWNEY INJURY CENTER, 8345 E. FLORENCE AVE. #A, DOWNEY, CA 90240. Full name of registrant(s) is (are) INJURY CENTER, 8345 E. FLORENCE AVE. #A, DOWNEY, CA 90240. This Business is conducted by: A CORPORATION. This statement was filed with the County Clerk of Los Angeles County on 12/23/11. The registrant(s) has (have) commenced to transact business under the fictitious business name or names listed above on N/A. NOTICE- This Fictitious Name Statement expires five years from the date it was filed in the office of the County Clerk. A new Fictitious Business Name Statement must be filed prior to that date. The filing of this statement does not of itself authorize the use in this state of a Fictitious Business Name in violation of the rights of another under Federal, State, or common law (See section 14411 et seq. Business and Professions Code)Publish: Mountain Views News <box>880 1654 1050 1790</box>
notice-text: this statement does not of itself authorize the use in this state of a Fictitious Business Name in violation of the rights of another under Federal, State, or common law (See section 14411 et seq. Business and Professions Code)Publish: Mountain Views News <box>355 60 526 99</box>
notice-dates: Dates Pub: Jan. 07, 14, 21, 28, 2012 <box>6 1617 106 1625</box>
notice-text: The following person(s) is (are) doing business as: NP DIRECT MARKETING, 2722 E. 20th ST. #302, SIGNAL HILL, CA 90755. Full name of registrant(s) is (are) DAVID POSTAL, 2722 E. 20th ST. #302, SIGNAL HILL, CA 90755. This Business is conducted by: AN INDIVIDUAL. Signed: DAVID POSTAL. This statement was filed with the County Clerk of Los Angeles County on 12/27/11. The registrant(s) has (have) commenced to transact business under the fictitious business name or names listed above on 12/27/2011. NOTICE- This Fictitious Name Statement expires five years from the date it was filed in the office of the County Clerk. A new Fictitious Business Name Statement must be filed prior to that date. The filing of this statement does not of itself authorize the use in this state of a Fictitious Business Name in violation of the rights of another under Federal, State, or common law (See section 14411 et seq. Business and Professions Code)Publish: Mountain Views News <box>180 366 351 509</box>
notice-dates: Dates Pub: Jan. 07, 14, 21, 28, 2012 <box>355 1798 456 1806</box>
notice-dates: Dates Pub: Jan. 07, 14, 21, 28, 2012 <box>180 1052 281 1060</box>
notice-text: 90280. This Business is conducted by: A GENERAL PARTNERSHIP. Signed: MARTHA MARIE IBOENIS. This statement was filed with the County Clerk of Los Angeles County on 12/28/11. The registrant(s) has (have) commenced to transact business under the fictitious business name or names listed above on N/A. NOTICE- This Fictitious Name Statement expires five years from the date it was filed in the office of the County Clerk. A new Fictitious Business Name Statement must be filed prior to that date. The filing of this statement does not of itself authorize the use in this state of a Fictitious Business Name in violation of the rights of another under Federal, State, or common law (See section 14411 et seq. Business and Professions Code)Publish: Mountain Views News <box>530 60 701 171</box>
notice-dates: Dates Pub: Jan. 07, 14, 21, 28, 2012 <box>355 594 456 602</box>
notice-text: The following person(s) is (are) doing business as: A. RAMIREZ TRUCKING, 2757 BELL AVE., L.A., CA 90001. Full name of registrant(s) is (are) ARMANDO RAMIREZ, 2757 BELL AVE., L.A., CA 90001. This Business is conducted by: AN INDIVIDUAL. Signed: ARMANDO RAMIREZ. This statement was filed with the County Clerk of Los Angeles County on 12/16/11. The registrant(s) has (have) commenced to transact business under the fictitious business name or names listed above on N/A. NOTICE- This Fictitious Name Statement expires five years from the date it was filed in the office of the County Clerk. <box>530 1607 701 1702</box>
notice-fileno: File No. 2011-156840 <box>355 451 417 459</box>
legal-column-1 <box>6 60 176 1932</box>
legal-notice-columns <box>6 60 1050 1932</box>
notice-fileno: File No. 2011-155717 <box>705 986 767 994</box>
notice-title: FICTITIOUS BUSINESS NAME STATEMENT <box>180 177 316 185</box>
notice-title: FICTITIOUS BUSINESS NAME STATEMENT <box>705 459 841 467</box>
notice-fileno: File No. 2011-157975 <box>355 286 417 294</box>
notice-title: FICTITIOUS BUSINESS NAME STATEMENT <box>530 358 666 366</box>
notice-title: FICTITIOUS BUSINESS NAME STATEMENT <box>6 600 142 608</box>
legal-notice <box>530 1293 700 1460</box>
notice-text: The following person(s) is (are) doing business as: VIVA GRILL, 8090 PINEHURST AVE., SOUTH GATE, CA 90280. Full name of registrant(s) is (are) JOSE ANGEL, 8090 PINEHURST AVE., SOUTH GATE, CA 90280. This Business is conducted by: AN INDIVIDUAL. <box>355 1827 526 1867</box>
notice-dates: Dates Pub: Dec. 31, 2011 Jan. 07, 14, 21, 2012 <box>705 272 835 280</box>
notice-fileno: File No. 2011-151030 <box>705 813 767 821</box>
notice-dates: Dates Pub: Jan. 07, 14, 21, 28, 2012 <box>530 509 631 517</box>
notice-title: FICTITIOUS BUSINESS NAME STATEMENT <box>180 523 316 531</box>
notice-fileno: File No. 2011-156631 <box>355 1473 417 1481</box>
page-header <box>0 0 1056 54</box>
legal-notice <box>705 1623 875 1734</box>
notice-text: The following person(s) is (are) doing business as: BEST DRINKING WATER, 3475 TWEEDY BLVD., SOUTH GATE, CA 90280. Full name of registrant(s) is (are) MARTHA MOLINA SALAS, 8450 ELIZABETH AVE., SOUTH GATE, CA 90280. This Business is conducted by: AN INDIVIDUAL. Signed: MARTHA MOLINA SALAS. This statement was filed with the County Clerk of Los Angeles County on 12/27/11. The registrant(s) has (have) commenced to transact business under the fictitious business name or names listed above on N/A. NOTICE- This Fictitious Name Statement expires five years from the date it was filed in the office of the County Clerk. A new Fictitious Business Name Statement must be filed prior to that date. The filing of this statement does not of itself authorize the use in this state of a Fictitious Business Name in violation of the rights of another under Federal, State, or common law (See section 14411 et seq. Business and Professions Code)Publish: Mountain Views News <box>705 994 876 1137</box>
notice-title: FILE NO. 2011-156763 <box>530 1151 597 1159</box>
notice-text: County Clerk of Los Angeles County on 12/16/11. The registrant(s) has (have) commenced to transact business under the fictitious business name or names listed above on N/A. NOTICE- This Fictitious Name Statement expires five years from the date it was filed in the office of the County Clerk. A new Fictitious Business Name Statement must be filed prior to that date. The filing of this statement does not of itself authorize the use in this state of a Fictitious Business Name in violation of the rights of another under Federal, State, or common law (See section 14411 et seq. Business and Professions Code)Publish: Mountain Views News <box>880 60 1050 147</box>
notice-title: FILE NO. 2011-155883 <box>530 1010 597 1018</box>
legal-notice <box>705 979 875 1146</box>
legal-notice <box>705 633 875 800</box>
notice-title: FICTITIOUS BUSINESS NAME STATEMENT <box>880 1026 1016 1034</box>
notice-dates: Dates Pub: Jan. 07, 14, 21, 28, 2012 <box>355 940 456 948</box>
notice-fileno: File No. 2011-156819 <box>530 366 592 374</box>
